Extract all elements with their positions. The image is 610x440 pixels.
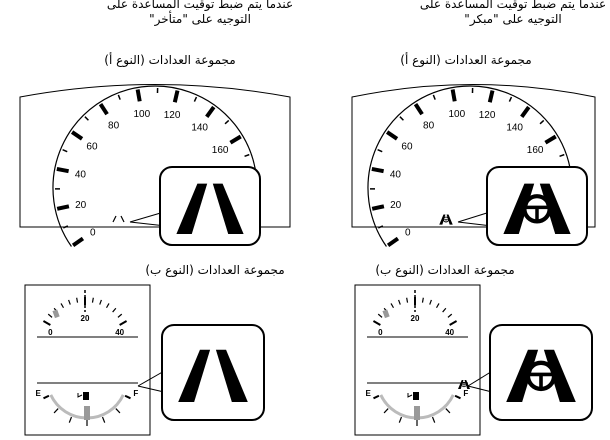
speed-tick-label: 0 xyxy=(404,227,411,239)
speed-tick-label: 160 xyxy=(526,144,544,156)
speed-tick-label: 0 xyxy=(89,227,96,239)
left-caption-line2: التوجيه على "متأخر" xyxy=(149,12,251,26)
gauge-top-label: 40 xyxy=(445,328,455,337)
gauge-top-label: 0 xyxy=(48,328,53,337)
speed-tick-label: 100 xyxy=(448,109,466,121)
speed-tick-label: 80 xyxy=(108,120,120,132)
right-cluster-b-label: مجموعة العدادات (النوع ب) xyxy=(375,263,515,277)
gauge-top-label: 0 xyxy=(378,328,383,337)
gauge-top-label: 20 xyxy=(80,314,90,323)
left-cluster-a-label: مجموعة العدادات (النوع أ) xyxy=(104,53,236,67)
fuel-full-label: F xyxy=(463,388,469,398)
right-cluster-a xyxy=(352,85,595,247)
right-caption-line2: التوجيه على "مبكر" xyxy=(464,12,562,26)
left-cluster-a xyxy=(20,85,290,247)
fuel-empty-label: E xyxy=(35,388,41,398)
speed-tick-label: 80 xyxy=(423,120,435,132)
right-cluster-b xyxy=(355,285,592,435)
speed-tick-label: 140 xyxy=(506,122,524,134)
speed-tick-label: 120 xyxy=(163,109,181,121)
left-cluster-b-label: مجموعة العدادات (النوع ب) xyxy=(145,263,285,277)
speed-tick-label: 160 xyxy=(211,144,229,156)
fuel-empty-label: E xyxy=(365,388,371,398)
speed-tick-label: 60 xyxy=(86,141,98,153)
speed-tick-label: 60 xyxy=(401,141,413,153)
right-cluster-a-label: مجموعة العدادات (النوع أ) xyxy=(400,53,532,67)
speed-tick-label: 20 xyxy=(390,199,402,211)
left-caption-line1: عندما يتم ضبط توقيت المساعدة على xyxy=(106,0,294,11)
speed-tick-label: 140 xyxy=(191,122,209,134)
speed-tick-label: 40 xyxy=(389,169,401,181)
gauge-top-label: 20 xyxy=(410,314,420,323)
fuel-full-label: F xyxy=(133,388,139,398)
gauge-top-label: 40 xyxy=(115,328,125,337)
speed-tick-label: 20 xyxy=(75,199,87,211)
speed-tick-label: 120 xyxy=(478,109,496,121)
speed-tick-label: 100 xyxy=(133,109,151,121)
right-caption-line1: عندما يتم ضبط توقيت المساعدة على xyxy=(419,0,607,11)
left-cluster-b xyxy=(25,285,264,435)
speed-tick-label: 40 xyxy=(74,169,86,181)
